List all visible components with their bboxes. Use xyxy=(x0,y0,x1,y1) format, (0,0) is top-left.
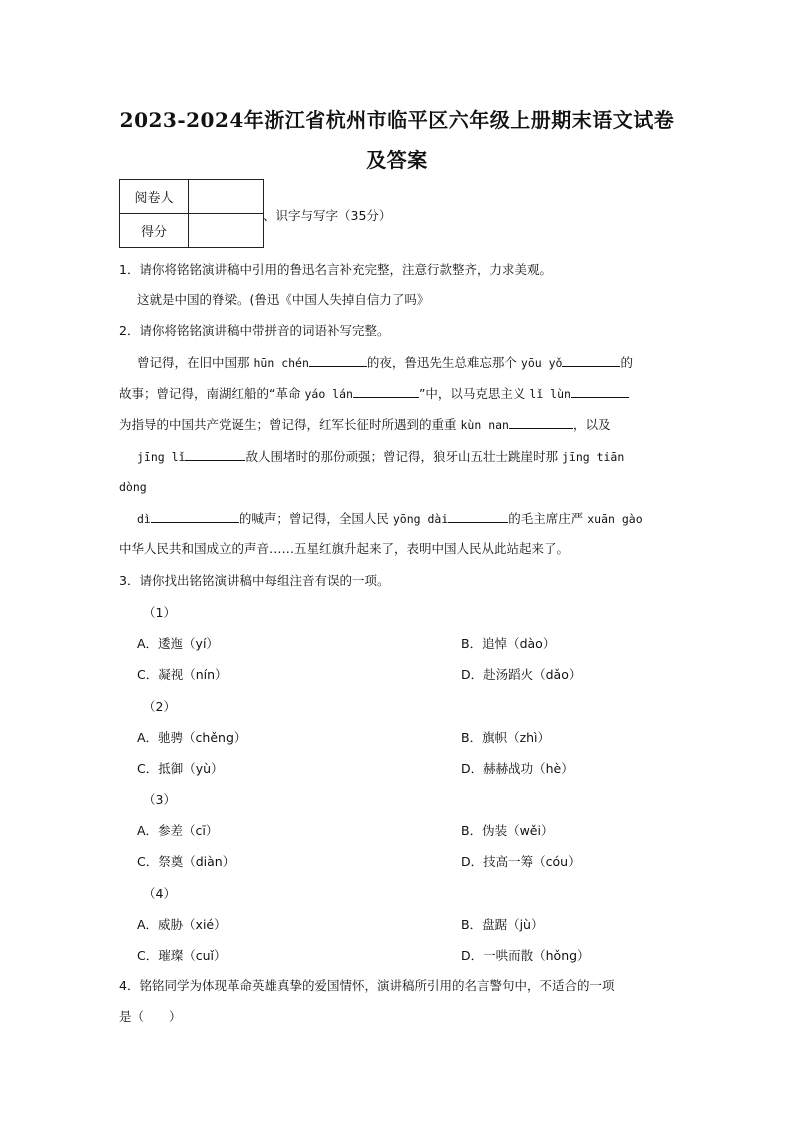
question-4: 4．铭铭同学为体现革命英雄真挚的爱国情怀，演讲稿所引用的名言警句中，不适合的一项 xyxy=(119,978,615,993)
q2-text: 的毛主席庄严 xyxy=(508,511,584,526)
question-2: 2．请你将铭铭演讲稿中带拼音的词语补写完整。 xyxy=(119,323,390,338)
q2-text: 的夜，鲁迅先生总难忘那个 xyxy=(366,355,517,370)
option-a[interactable]: A．参差（cī） xyxy=(137,823,219,838)
option-a[interactable]: A．逶迤（yí） xyxy=(137,636,219,651)
option-a[interactable]: A．威胁（xié） xyxy=(137,917,227,932)
pinyin: lǐ lùn xyxy=(529,387,571,401)
group-label: （4） xyxy=(143,886,176,901)
q2-text: 为指导的中国共产党诞生；曾记得，红军长征时所遇到的重重 xyxy=(119,417,457,432)
score-label: 得分 xyxy=(120,214,189,248)
option-c[interactable]: C．祭奠（diàn） xyxy=(137,854,236,869)
q2-line-2 xyxy=(119,384,629,403)
document-title-line2: 及答案 xyxy=(366,148,428,172)
q2-text: 曾记得，在旧中国那 xyxy=(137,355,250,370)
option-d[interactable]: D．一哄而散（hǒng） xyxy=(461,948,590,963)
q2-text: 的喊声；曾记得，全国人民 xyxy=(238,511,389,526)
grader-label: 阅卷人 xyxy=(120,180,189,214)
pinyin: xuān gào xyxy=(587,512,643,526)
q2-line-4 xyxy=(137,447,624,466)
answer-blank[interactable] xyxy=(562,353,620,367)
option-c[interactable]: C．璀璨（cuǐ） xyxy=(137,948,227,963)
option-b[interactable]: B．伪装（wěi） xyxy=(461,823,554,838)
question-3: 3．请你找出铭铭演讲稿中每组注音有误的一项。 xyxy=(119,573,390,588)
grader-cell[interactable] xyxy=(189,180,264,214)
answer-blank[interactable] xyxy=(509,415,573,429)
answer-blank[interactable] xyxy=(151,509,239,523)
score-cell[interactable] xyxy=(189,214,264,248)
document-title-line1: 2023-2024年浙江省杭州市临平区六年级上册期末语文试卷 xyxy=(119,108,675,132)
option-d[interactable]: D．赫赫战功（hè） xyxy=(461,761,574,776)
option-d[interactable]: D．赴汤蹈火（dǎo） xyxy=(461,667,582,682)
q2-line-1 xyxy=(137,353,633,372)
question-1: 1．请你将铭铭演讲稿中引用的鲁迅名言补充完整，注意行款整齐，力求美观。 xyxy=(119,262,552,277)
q2-line-3 xyxy=(119,415,610,434)
answer-blank[interactable] xyxy=(185,447,245,461)
pinyin: dì xyxy=(137,512,151,526)
q2-line-5 xyxy=(119,478,147,496)
option-b[interactable]: B．盘踞（jù） xyxy=(461,917,544,932)
answer-blank[interactable] xyxy=(353,384,419,398)
pinyin: yáo lán xyxy=(304,387,353,401)
q2-text: ，以及 xyxy=(572,417,611,432)
group-label: （1） xyxy=(143,605,176,620)
pinyin: kùn nan xyxy=(460,418,509,432)
answer-blank[interactable] xyxy=(571,384,629,398)
pinyin: jīng tiān xyxy=(561,450,625,464)
pinyin: hūn chén xyxy=(253,356,309,370)
option-c[interactable]: C．抵御（yù） xyxy=(137,761,224,776)
option-c[interactable]: C．凝视（nín） xyxy=(137,667,228,682)
group-label: （3） xyxy=(143,792,176,807)
q2-text: 的 xyxy=(620,355,633,370)
section-heading: 、识字与写字（35分） xyxy=(263,208,392,223)
answer-blank[interactable] xyxy=(448,509,508,523)
q2-line-6 xyxy=(137,509,643,528)
answer-blank[interactable] xyxy=(309,353,367,367)
option-b[interactable]: B．追悼（dào） xyxy=(461,636,556,651)
pinyin: jīng lǐ xyxy=(137,450,186,464)
option-b[interactable]: B．旗帜（zhì） xyxy=(461,730,551,745)
pinyin: yōng dài xyxy=(392,512,449,526)
q2-text: ”中，以马克思主义 xyxy=(418,386,526,401)
pinyin: yōu yǒ xyxy=(520,356,563,370)
q2-line-7: 中华人民共和国成立的声音……五星红旗升起来了，表明中国人民从此站起来了。 xyxy=(119,541,570,556)
option-a[interactable]: A．驰骋（chěng） xyxy=(137,730,247,745)
q2-text: 敌人围堵时的那份顽强；曾记得，狼牙山五壮士跳崖时那 xyxy=(245,449,558,464)
question-4-cont: 是（ ） xyxy=(119,1009,182,1024)
score-table xyxy=(119,179,264,248)
option-d[interactable]: D．技高一筹（cóu） xyxy=(461,854,581,869)
group-label: （2） xyxy=(143,699,176,714)
pinyin: dòng xyxy=(119,480,147,494)
q2-text: 故事；曾记得，南湖红船的“革命 xyxy=(119,386,301,401)
question-1-quote: 这就是中国的脊梁。(鲁迅《中国人失掉自信力了吗》 xyxy=(137,292,430,307)
